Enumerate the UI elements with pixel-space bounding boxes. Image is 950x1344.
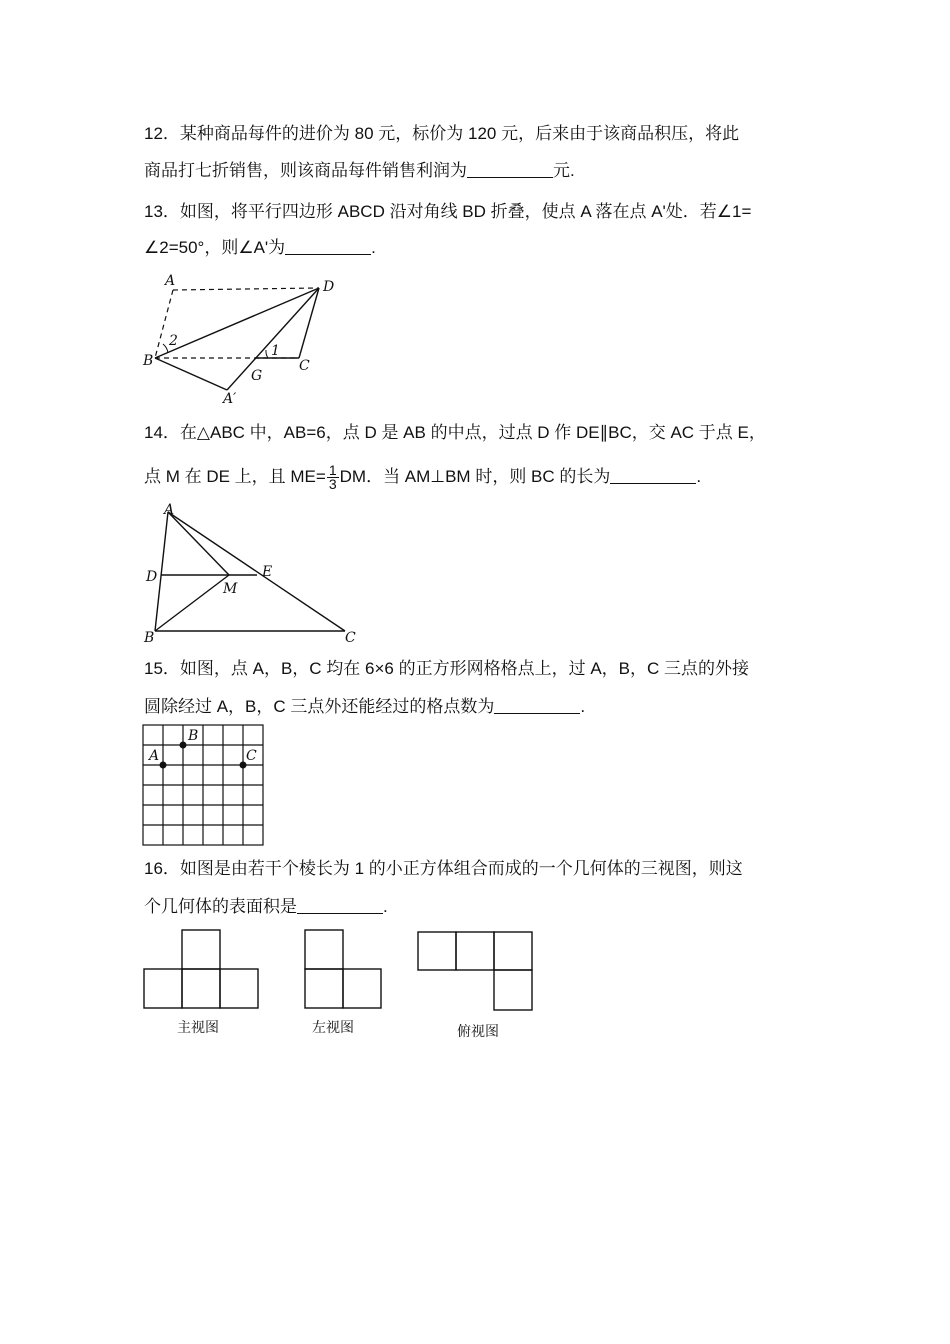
fig16-caption-left: 左视图 [312, 1020, 354, 1036]
fig14-segment-BM [155, 575, 229, 631]
fig16-left-view [305, 930, 381, 1008]
fig14-label-M: M [223, 581, 238, 597]
fig16-caption-front: 主视图 [177, 1020, 219, 1036]
q13-line1: 13．如图，将平行四边形 ABCD 沿对角线 BD 折叠，使点 A 落在点 A'处．若∠1= [144, 202, 752, 221]
fig16-three-views [138, 925, 548, 1050]
q14-text-c: . [696, 466, 702, 486]
fig14-label-A: A [164, 502, 175, 518]
q14-line1: 14．在△ABC 中，AB=6，点 D 是 AB 的中点，过点 D 作 DE∥BC，交 AC 于点 E， [144, 423, 766, 442]
q16-line1: 16．如图是由若干个棱长为 1 的小正方体组合而成的一个几何体的三视图，则这 [144, 859, 743, 878]
fig16-front-view [144, 930, 258, 1008]
q15-text-a: 圆除经过 A，B，C 三点外还能经过的格点数为 [144, 697, 495, 716]
q14-fraction [327, 464, 339, 491]
fig14-segment-AM [168, 512, 229, 575]
fig15-label-B: B [188, 728, 199, 744]
q15-line1: 15．如图，点 A，B，C 均在 6×6 的正方形网格格点上，过 A，B，C 三点的外接 [144, 659, 749, 678]
q16-line2 [144, 895, 388, 919]
q16-answer-blank[interactable] [297, 895, 383, 914]
fig16-caption-top: 俯视图 [457, 1024, 499, 1040]
q14-answer-blank[interactable] [610, 465, 696, 484]
fig13-label-angle1: 1 [271, 343, 280, 359]
q12-line1: 12．某种商品每件的进价为 80 元，标价为 120 元，后来由于该商品积压，将此 [144, 124, 740, 143]
fig13-edge-AD [173, 288, 319, 290]
fig15-label-A: A [149, 748, 160, 764]
fig14-triangle [135, 500, 375, 648]
fig14-label-D: D [146, 569, 158, 585]
q16-text-b: . [383, 897, 388, 916]
q14-text-b: DM．当 AM⊥BM 时，则 BC 的长为 [339, 466, 611, 486]
fig14-edge-AC [168, 512, 345, 631]
fig16-top-view [418, 932, 532, 1010]
fig13-label-G: G [251, 368, 263, 384]
fig13-label-angle2: 2 [169, 333, 178, 349]
fig13-angle1-arc [266, 350, 268, 358]
q12-answer-blank[interactable] [467, 159, 553, 178]
fig14-label-E: E [262, 564, 273, 580]
q14-fraction-denominator: 3 [328, 476, 337, 492]
q14-fraction-numerator: 1 [328, 462, 337, 478]
fig15-point-B [180, 742, 187, 749]
q15-answer-blank[interactable] [494, 695, 580, 714]
fig13-edge-A-prime-D [227, 288, 319, 390]
fig14-label-C: C [345, 630, 356, 646]
fig13-label-D: D [323, 279, 335, 295]
fig13-diagonal-BD [155, 288, 319, 358]
q12-line2 [144, 159, 575, 183]
q13-answer-blank[interactable] [285, 236, 371, 255]
fig14-label-B: B [144, 630, 155, 646]
q15-text-b: . [580, 697, 586, 716]
q14-line2 [144, 464, 701, 491]
q12-text-b: 元. [553, 161, 575, 180]
q13-line2 [144, 236, 376, 260]
fig13-label-B: B [143, 353, 154, 369]
q14-text-a: 点 M 在 DE 上，且 ME= [144, 466, 326, 486]
q13-text-b: . [371, 238, 376, 257]
fig15-grid [140, 722, 270, 850]
q12-text-a: 商品打七折销售，则该商品每件销售利润为 [144, 161, 467, 180]
q15-line2 [144, 695, 585, 719]
fig13-label-C: C [299, 358, 310, 374]
fig15-label-C: C [246, 748, 257, 764]
fig13-angle2-arc [163, 344, 168, 353]
fig13-edge-BA-prime [155, 358, 227, 390]
fig15-point-A [160, 762, 167, 769]
q13-text-a: ∠2=50°，则∠A'为 [144, 238, 286, 257]
fig15-grid-lines [143, 725, 263, 845]
q16-text-a: 个几何体的表面积是 [144, 897, 297, 916]
fig13-folded-parallelogram [135, 268, 345, 408]
fig13-label-A-prime: A′ [223, 391, 237, 407]
fig13-label-A: A [165, 273, 176, 289]
